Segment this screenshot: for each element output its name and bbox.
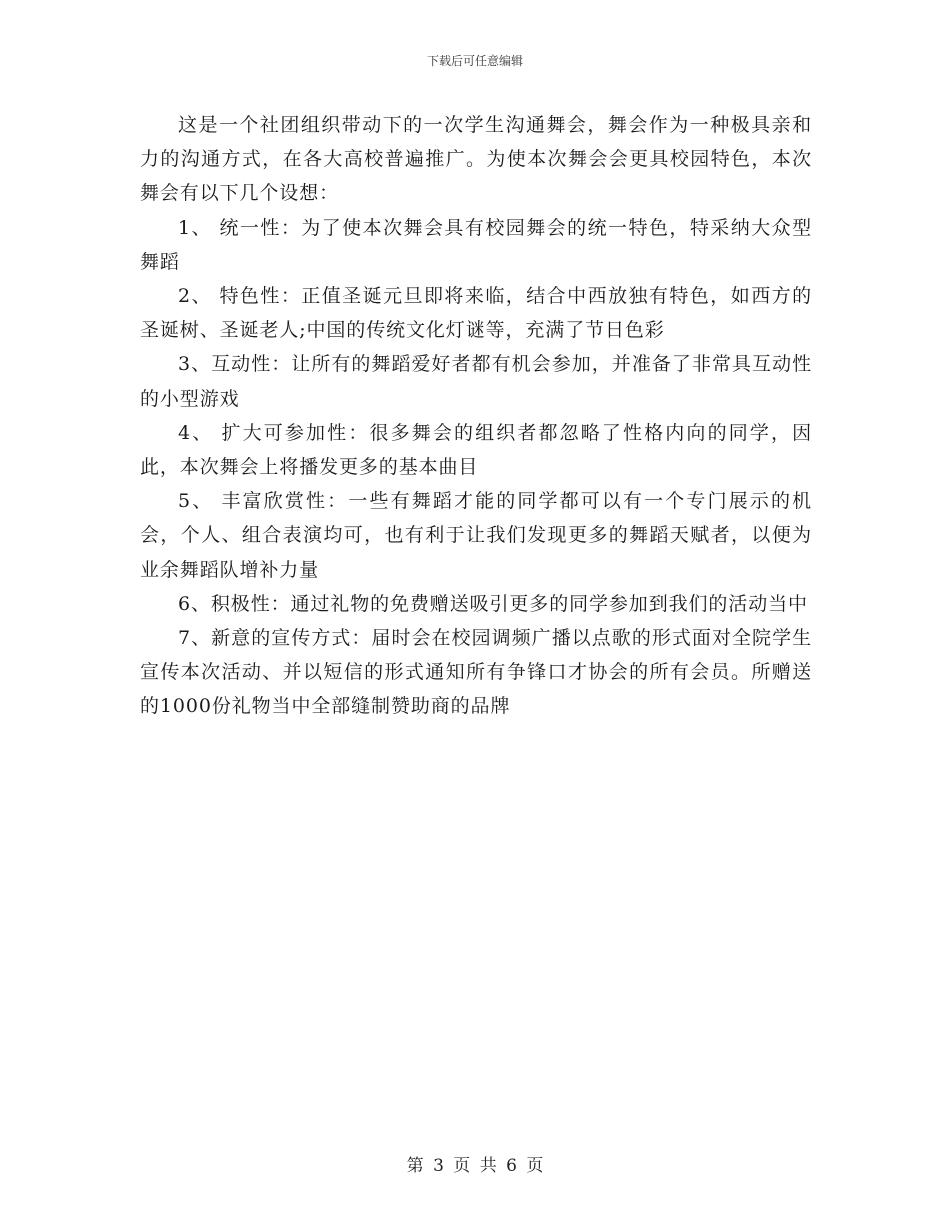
- paragraph-item-2: 2、 特色性：正值圣诞元旦即将来临，结合中西放独有特色，如西方的圣诞树、圣诞老人;中国的传统文化灯谜等，充满了节日色彩: [140, 285, 812, 342]
- page-number-footer: 第 3 页 共 6 页: [406, 1156, 544, 1176]
- page-header: 下载后可任意编辑: [426, 54, 523, 68]
- paragraph-item-1: 1、 统一性：为了使本次舞会具有校园舞会的统一特色，特采纳大众型舞蹈: [140, 216, 812, 273]
- paragraph-item-3: 3、互动性：让所有的舞蹈爱好者都有机会参加，并准备了非常具互动性的小型游戏: [140, 353, 812, 410]
- paragraph-item-7: 7、新意的宣传方式：届时会在校园调频广播以点歌的形式面对全院学生宣传本次活动、并以短信的形式通知所有争锋口才协会的所有会员。所赠送的1000份礼物当中全部缝制赞助商的品牌: [140, 627, 812, 718]
- paragraph-item-5: 5、 丰富欣赏性：一些有舞蹈才能的同学都可以有一个专门展示的机会，个人、组合表演均可，也有利于让我们发现更多的舞蹈天赋者，以便为业余舞蹈队增补力量: [140, 490, 812, 581]
- paragraph-item-6: 6、积极性：通过礼物的免费赠送吸引更多的同学参加到我们的活动当中: [178, 592, 808, 615]
- paragraph-intro: 这是一个社团组织带动下的一次学生沟通舞会，舞会作为一种极具亲和力的沟通方式，在各大高校普遍推广。为使本次舞会会更具校园特色，本次舞会有以下几个设想：: [140, 114, 812, 205]
- paragraph-item-4: 4、 扩大可参加性：很多舞会的组织者都忽略了性格内向的同学，因此，本次舞会上将播发更多的基本曲目: [140, 421, 812, 479]
- document-body: [140, 108, 812, 724]
